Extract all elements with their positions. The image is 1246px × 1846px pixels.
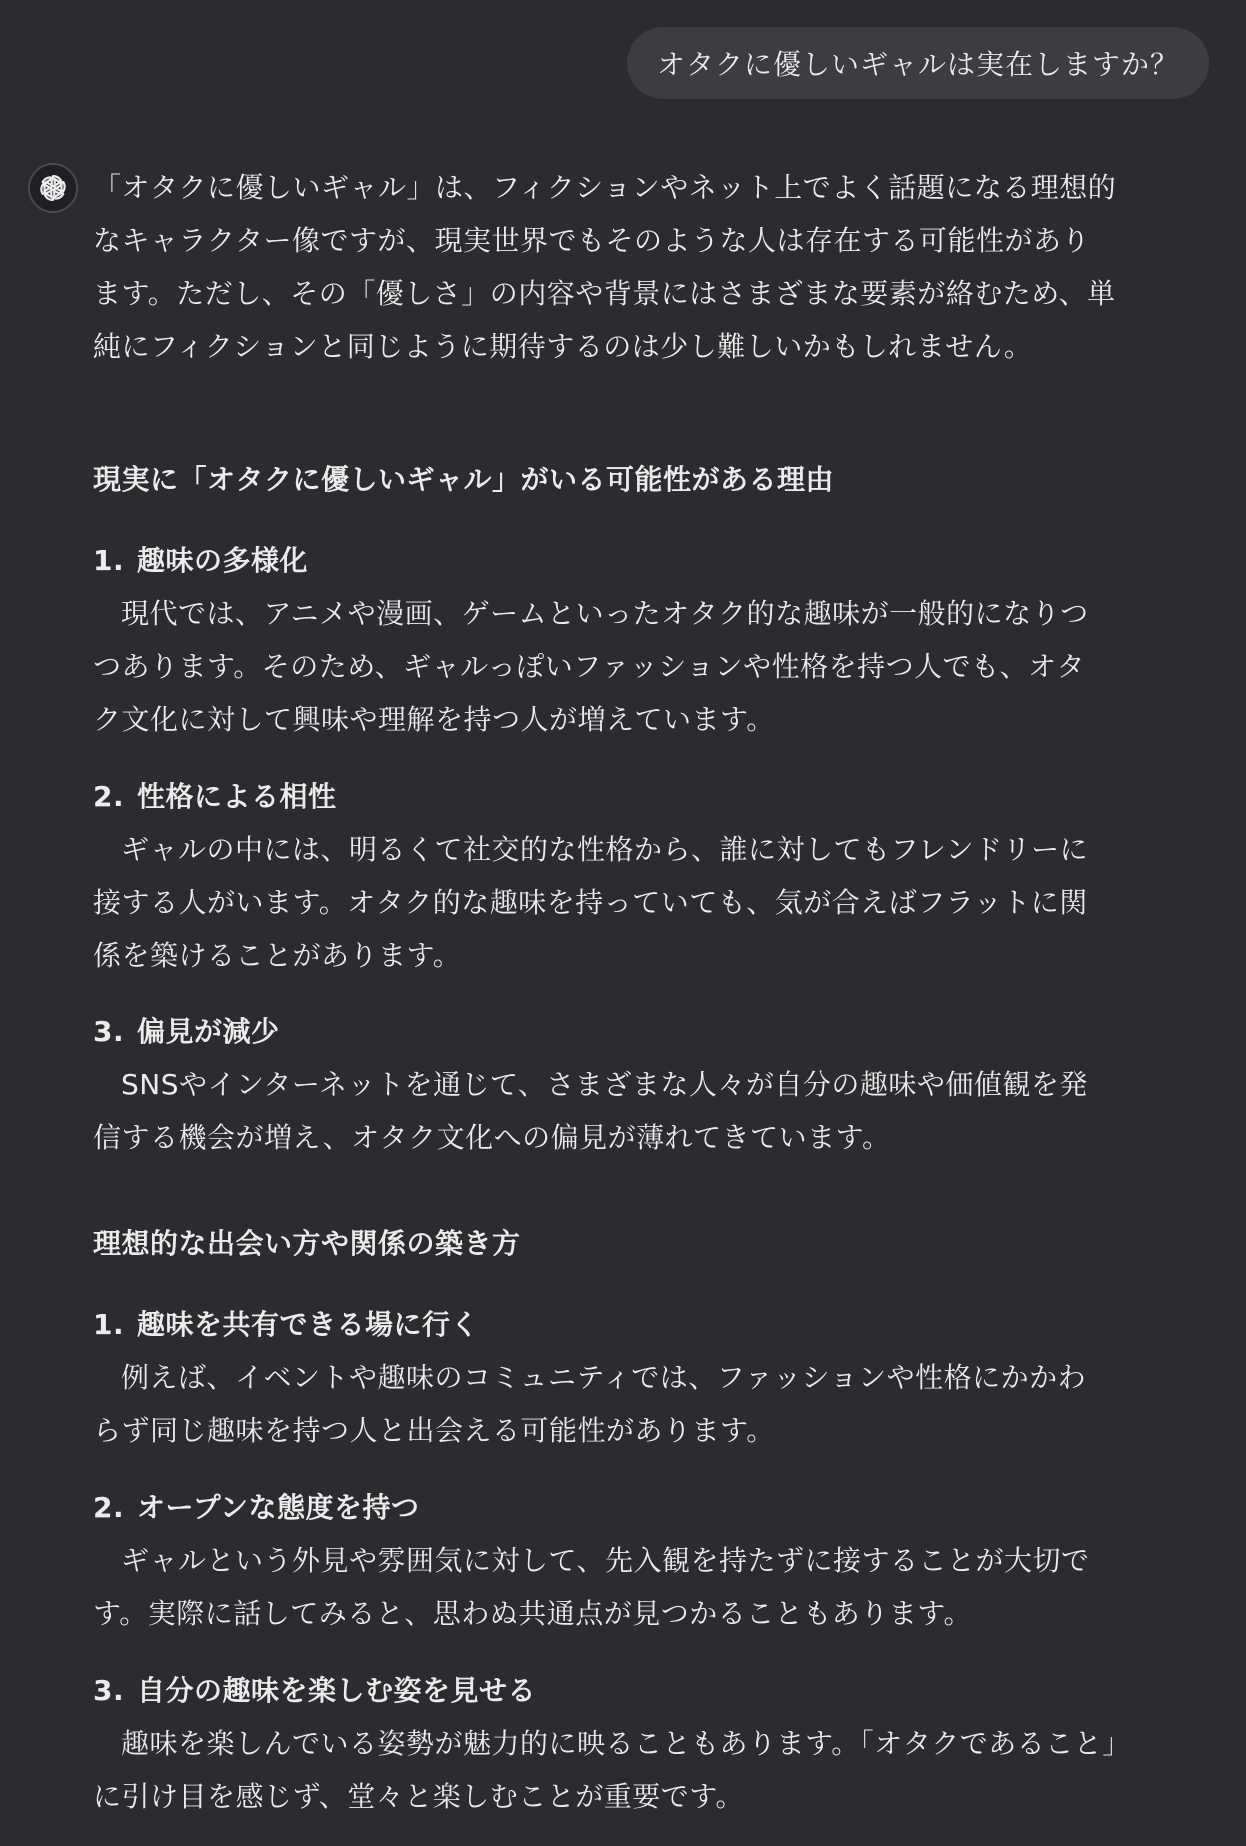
list-item-title xyxy=(93,1298,1153,1351)
intro-paragraph xyxy=(93,161,1153,373)
section-heading xyxy=(93,1217,1153,1270)
list-item-line: ギャルの中には、明るくて社交的な性格から、誰に対してもフレンドリーに xyxy=(121,833,1089,866)
list-item-title-text: 性格による相性 xyxy=(137,780,337,813)
list-item-body xyxy=(93,587,1153,746)
list-item-title xyxy=(93,770,1153,823)
list-item-line: 信する機会が増え、オタク文化への偏見が薄れてきています。 xyxy=(93,1121,891,1154)
list-item xyxy=(93,1664,1153,1823)
intro-line: なキャラクター像ですが、現実世界でもそのような人は存在する可能性があり xyxy=(93,224,1090,257)
list-item-title xyxy=(93,1664,1153,1717)
intro-line: 純にフィクションと同じように期待するのは少し難しいかもしれません。 xyxy=(93,330,1033,363)
list-item-body xyxy=(93,1351,1153,1457)
list-item-title xyxy=(93,1481,1153,1534)
list-item-title xyxy=(93,534,1153,587)
list-item-line: 接する人がいます。オタク的な趣味を持っていても、気が合えばフラットに関 xyxy=(93,886,1088,919)
list-item-line: 趣味を楽しんでいる姿勢が魅力的に映ることもあります。「オタクであること」 xyxy=(121,1727,1131,1760)
assistant-avatar xyxy=(28,163,78,213)
list-item-number: 3. xyxy=(93,1674,125,1707)
list-item-title-text: 偏見が減少 xyxy=(137,1015,280,1048)
list-item-title-text: 自分の趣味を楽しむ姿を見せる xyxy=(137,1674,537,1707)
list-item-body xyxy=(93,1534,1153,1640)
user-message-bubble xyxy=(627,27,1209,99)
list-item xyxy=(93,1481,1153,1640)
list-item xyxy=(93,1298,1153,1457)
section-heading-text: 現実に「オタクに優しいギャル」がいる可能性がある理由 xyxy=(93,463,835,496)
list-item-number: 3. xyxy=(93,1015,125,1048)
list-item-line: 現代では、アニメや漫画、ゲームといったオタク的な趣味が一般的になりつ xyxy=(121,597,1089,630)
intro-line: 「オタクに優しいギャル」は、フィクションやネット上でよく話題になる理想的 xyxy=(93,171,1117,204)
list-item-line: ギャルという外見や雰囲気に対して、先入観を持たずに接することが大切で xyxy=(121,1544,1090,1577)
user-message-text: オタクに優しいギャルは実在しますか？ xyxy=(656,48,1179,81)
list-item-body xyxy=(93,1717,1153,1823)
list-item-body xyxy=(93,1058,1153,1164)
list-item-line: 例えば、イベントや趣味のコミュニティでは、ファッションや性格にかかわ xyxy=(121,1361,1087,1394)
list-item xyxy=(93,534,1153,746)
section-heading-text: 理想的な出会い方や関係の築き方 xyxy=(93,1227,521,1260)
intro-line: ます。ただし、その「優しさ」の内容や背景にはさまざまな要素が絡むため、単 xyxy=(93,277,1116,310)
list-item xyxy=(93,1005,1153,1164)
list-item-number: 2. xyxy=(93,1491,125,1524)
list-item-number: 2. xyxy=(93,780,125,813)
list-item-line: 係を築けることがあります。 xyxy=(93,939,462,972)
list-item-title-text: 趣味を共有できる場に行く xyxy=(137,1308,480,1341)
list-item-line: に引け目を感じず、堂々と楽しむことが重要です。 xyxy=(93,1780,745,1813)
list-item-line: らず同じ趣味を持つ人と出会える可能性があります。 xyxy=(93,1414,775,1447)
list-item-title-text: 趣味の多様化 xyxy=(137,544,309,577)
list-item-line: ク文化に対して興味や理解を持つ人が増えています。 xyxy=(93,703,775,736)
list-item-title-text: オープンな態度を持つ xyxy=(137,1491,420,1524)
list-item-line: SNSやインターネットを通じて、さまざまな人々が自分の趣味や価値観を発 xyxy=(121,1068,1088,1101)
list-item xyxy=(93,770,1153,982)
list-item-title xyxy=(93,1005,1153,1058)
section-heading xyxy=(93,453,1153,506)
list-item-body xyxy=(93,823,1153,982)
list-item-line: つあります。そのため、ギャルっぽいファッションや性格を持つ人でも、オタ xyxy=(93,650,1086,683)
openai-logo-icon xyxy=(36,171,70,205)
list-item-line: す。実際に話してみると、思わぬ共通点が見つかることもあります。 xyxy=(93,1597,973,1630)
list-item-number: 1. xyxy=(93,544,125,577)
list-item-number: 1. xyxy=(93,1308,125,1341)
